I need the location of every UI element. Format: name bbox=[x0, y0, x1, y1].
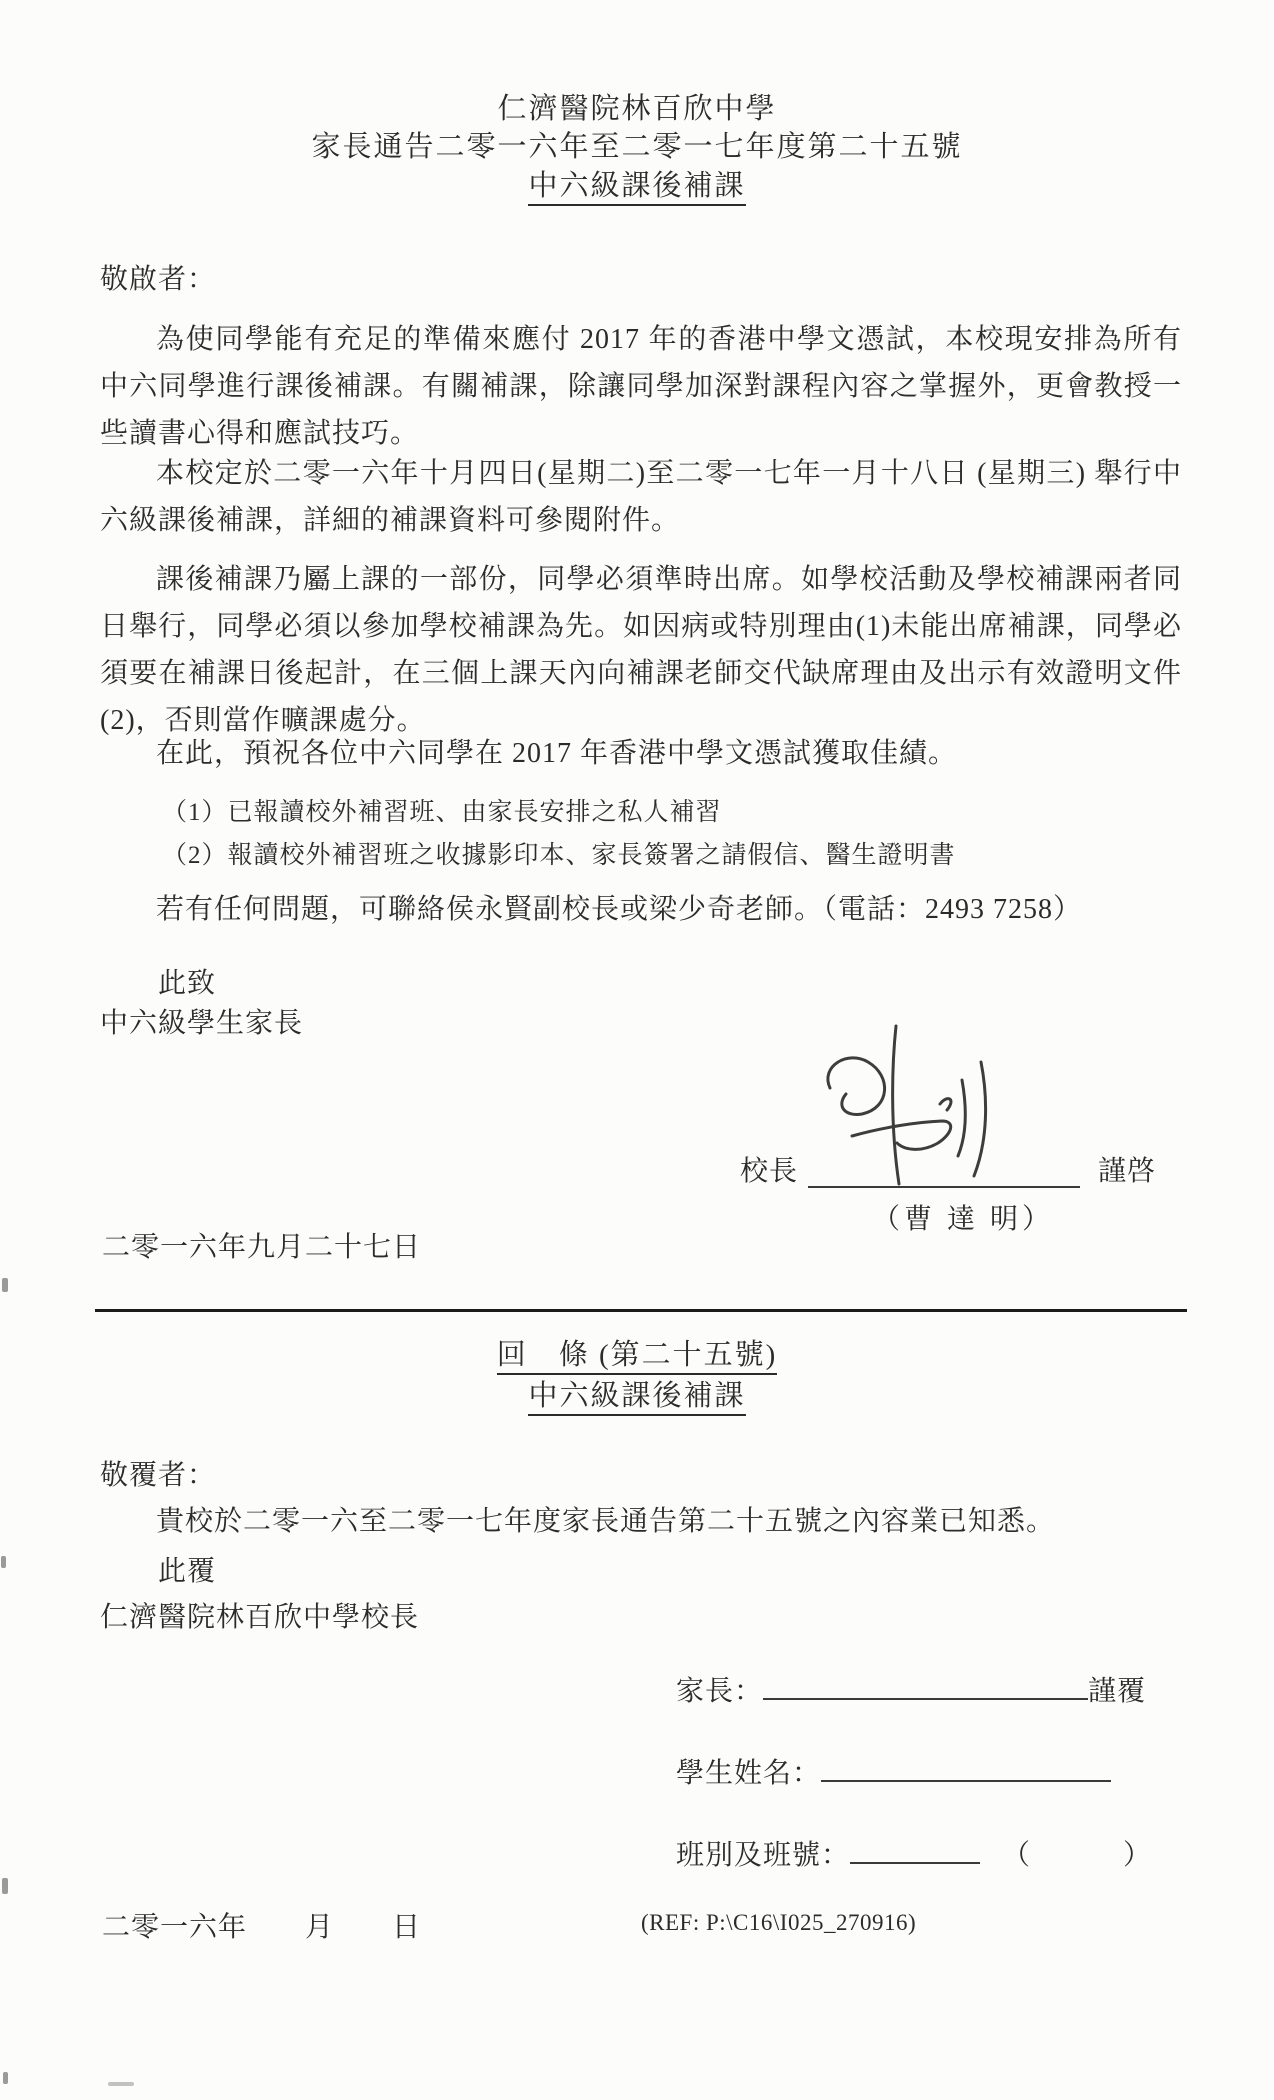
reply-closing: 此覆 bbox=[158, 1556, 217, 1587]
ref-code: (REF: P:\C16\I025_270916) bbox=[641, 1910, 917, 1935]
parent-name-blank bbox=[763, 1698, 1088, 1700]
signature-svg bbox=[800, 1022, 1020, 1192]
paragraph-2: 本校定於二零一六年十月四日(星期二)至二零一七年一月十八日 (星期三) 舉行中六級課後補課，詳細的補課資料可參閱附件。 bbox=[100, 458, 1182, 536]
letter-date: 二零一六年九月二十七日 bbox=[102, 1232, 422, 1263]
parent-label: 家長： bbox=[676, 1676, 764, 1707]
class-paren-close: ） bbox=[1123, 1840, 1153, 1871]
footnote-2: （2）報讀校外補習班之收據影印本、家長簽署之請假信、醫生證明書 bbox=[162, 842, 956, 869]
principal-suffix: 謹啓 bbox=[1098, 1156, 1157, 1187]
scan-artifact bbox=[1, 1556, 6, 1568]
closing-recipient: 中六級學生家長 bbox=[100, 1008, 304, 1039]
notice-title: 家長通告二零一六年至二零一七年度第二十五號 bbox=[311, 131, 963, 163]
reply-subtitle-wrap bbox=[97, 1377, 1177, 1415]
class-blank bbox=[850, 1862, 980, 1864]
reply-addressee: 仁濟醫院林百欣中學校長 bbox=[100, 1602, 420, 1633]
letter-header bbox=[97, 90, 1177, 205]
parent-field-row bbox=[676, 1668, 1146, 1715]
scan-artifact bbox=[108, 2082, 134, 2086]
section-divider bbox=[95, 1309, 1187, 1312]
reply-date-line: 二零一六年 月 日 bbox=[102, 1912, 422, 1943]
reply-salutation: 敬覆者： bbox=[100, 1460, 217, 1491]
scan-artifact bbox=[2, 1278, 8, 1292]
student-name-blank bbox=[821, 1780, 1111, 1782]
paragraph-4: 在此，預祝各位中六同學在 2017 年香港中學文憑試獲取佳績。 bbox=[156, 738, 958, 769]
closing-cizhi: 此致 bbox=[158, 968, 217, 999]
footnote-1: （1）已報讀校外補習班、由家長安排之私人補習 bbox=[162, 799, 722, 826]
reply-title-wrap bbox=[97, 1336, 1177, 1374]
principal-label bbox=[740, 1148, 798, 1195]
class-label: 班別及班號： bbox=[676, 1840, 851, 1871]
principal-title: 校長 bbox=[740, 1156, 799, 1187]
reply-body: 貴校於二零一六至二零一七年度家長通告第二十五號之內容業已知悉。 bbox=[156, 1506, 1056, 1537]
parent-suffix: 謹覆 bbox=[1088, 1676, 1147, 1707]
reply-subtitle: 中六級課後補課 bbox=[528, 1380, 745, 1416]
class-field-row bbox=[676, 1832, 1152, 1879]
student-field-row bbox=[676, 1750, 1111, 1797]
reply-title: 回 條 (第二十五號) bbox=[497, 1339, 778, 1375]
principal-signature-scribble bbox=[800, 1022, 1020, 1192]
reply-slip-header bbox=[97, 1336, 1177, 1415]
school-name: 仁濟醫院林百欣中學 bbox=[497, 93, 777, 125]
student-name-label: 學生姓名： bbox=[676, 1758, 822, 1789]
class-paren-open: （ bbox=[1002, 1840, 1032, 1871]
salutation: 敬啟者： bbox=[100, 264, 217, 295]
subject-line: 中六級課後補課 bbox=[528, 170, 745, 206]
scan-artifact bbox=[2, 1878, 8, 1894]
paragraph-3: 課後補課乃屬上課的一部份，同學必須準時出席。如學校活動及學校補課兩者同日舉行，同學必須以參加學校補課為先。如因病或特別理由(1)未能出席補課，同學必須要在補課日後起計，在三個上課天內向補課老師交代缺席理由及出示有效證明文件(2)，否則當作曠課處分。 bbox=[100, 564, 1182, 736]
subject-line-wrap bbox=[97, 167, 1177, 205]
paragraph-1: 為使同學能有充足的準備來應付 2017 年的香港中學文憑試，本校現安排為所有中六同學進行課後補課。有關補課，除讓同學加深對課程內容之掌握外，更會教授一些讀書心得和應試技巧。 bbox=[100, 324, 1182, 449]
scan-artifact bbox=[3, 2072, 8, 2084]
principal-name: （曹 達 明） bbox=[872, 1204, 1055, 1235]
contact-line: 若有任何問題，可聯絡侯永賢副校長或梁少奇老師。（電話：2493 7258） bbox=[156, 894, 1083, 925]
